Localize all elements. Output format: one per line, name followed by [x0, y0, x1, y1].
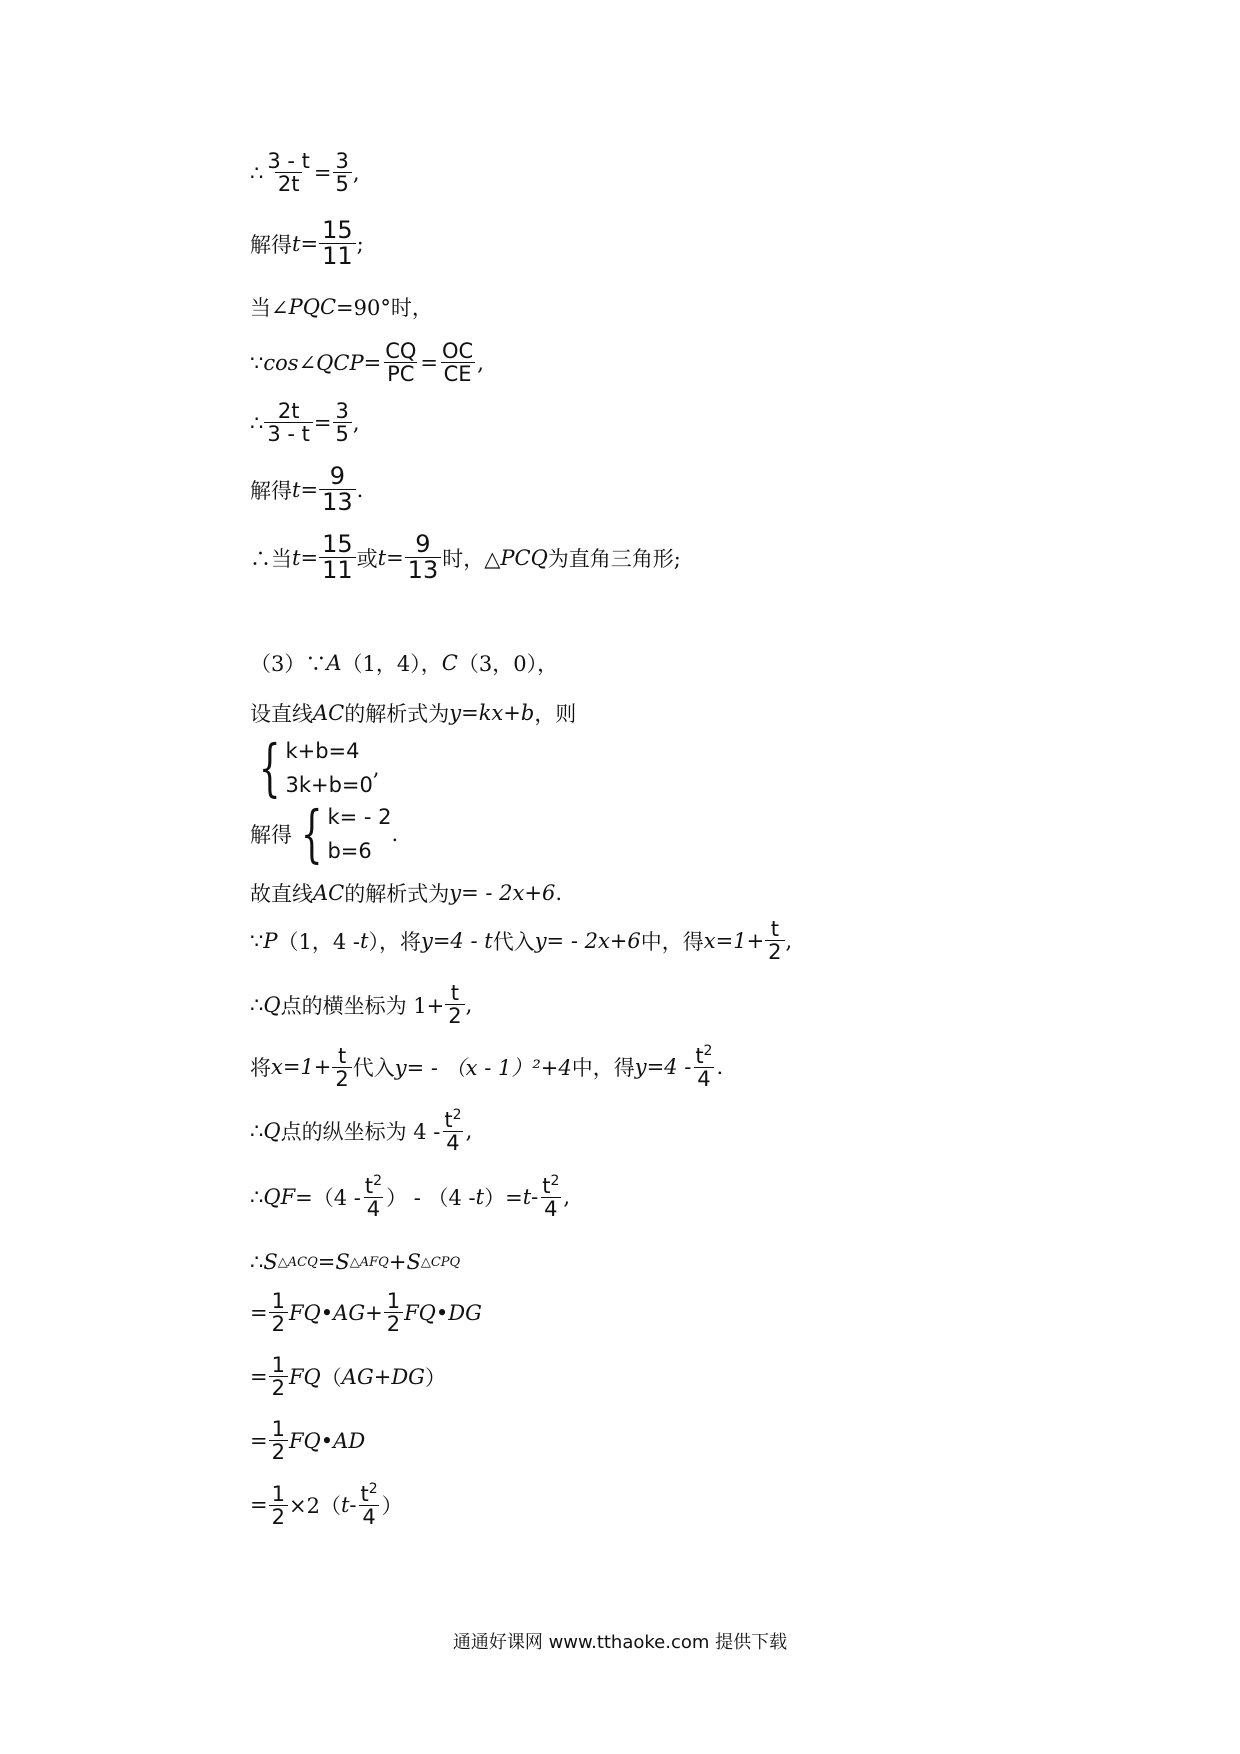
- fraction: $\frac{t}{2}$: [445, 982, 464, 1027]
- fraction: $\frac{1}{2}$: [269, 1290, 288, 1335]
- line-14: ∴ Q 点的横坐标为 1+ $\frac{t}{2}$ ,: [250, 981, 473, 1029]
- fraction: $t^2$ 4: [360, 1481, 378, 1530]
- fraction: $\frac{3}{5}$: [333, 400, 352, 445]
- line-4: ∵ cos ∠QCP = $\frac{CQ}{PC}$ = $\frac{OC}{CE}$ ,: [250, 339, 484, 387]
- line-3: 当∠ PQC =90°时，: [250, 295, 433, 320]
- fraction: $t^2$ 4: [542, 1173, 560, 1222]
- brace-icon: {: [300, 797, 323, 870]
- line-21: = $\frac{1}{2}$ FQ•AD: [250, 1417, 366, 1465]
- fraction: $\frac{3 - t}{2t}$: [267, 149, 310, 197]
- fraction: $t^2$ 4: [444, 1107, 462, 1156]
- fraction: $\frac{2t}{3 - t}$: [264, 400, 313, 445]
- line-16: ∴ Q 点的纵坐标为 4 - $t^2$ 4 ,: [250, 1107, 473, 1156]
- line-6: 解得 t = $\frac{9}{13}$ .: [250, 462, 364, 517]
- line-20: = $\frac{1}{2}$ FQ （ AG+DG ）: [250, 1353, 446, 1401]
- line-7: ∴当 t = $\frac{15}{11}$ 或 t = $\frac{9}{13}$ 时，△ PCQ 为直角三角形;: [250, 530, 681, 585]
- equation-system: { k+b=4 3k+b=0 ,: [258, 731, 380, 804]
- therefore-symbol: ∴: [250, 160, 264, 185]
- fraction: $\frac{3}{5}$: [333, 150, 352, 195]
- fraction: $\frac{1}{2}$: [269, 1354, 288, 1399]
- fraction: $\frac{15}{11}$: [319, 532, 356, 583]
- line-1: ∴ $\frac{3 - t}{2t}$ = $\frac{3}{5}$ ,: [250, 149, 360, 197]
- fraction: $\frac{9}{13}$: [405, 532, 442, 583]
- line-17: ∴ QF =（4 - $t^2$ 4 ） - （4 - t ）= t - $t^2$ 4 ,: [250, 1173, 571, 1222]
- line-2: 解得 t = $\frac{15}{11}$ ;: [250, 216, 364, 271]
- fraction: $t^2$ 4: [695, 1043, 713, 1092]
- brace-icon: {: [258, 731, 281, 804]
- line-9: 设直线 AC 的解析式为 y=kx+b ，则: [250, 701, 577, 726]
- line-13: ∵ P （1，4 - t ），将 y=4 - t 代入 y= - 2x+6 中，得 x=1+ $\frac{t}{2}$ ,: [250, 917, 793, 965]
- fraction: $\frac{CQ}{PC}$: [385, 339, 417, 387]
- footer-text: 通通好课网 www.tthaoke.com 提供下载: [452, 1632, 788, 1653]
- fraction: $t^2$ 4: [364, 1173, 383, 1222]
- fraction: $\frac{15}{11}$: [319, 218, 356, 269]
- line-22: = $\frac{1}{2}$ ×2（ t - $t^2$ 4 ）: [250, 1481, 403, 1530]
- fraction: $\frac{t}{2}$: [765, 918, 784, 963]
- line-8: （3）∵ A （1，4）， C （3，0），: [250, 651, 559, 676]
- line-12: 故直线 AC 的解析式为 y= - 2x+6 .: [250, 881, 562, 906]
- line-18: ∴ S △ACQ = S △AFQ + S △CPQ: [250, 1250, 461, 1274]
- line-19: = $\frac{1}{2}$ FQ•AG+ $\frac{1}{2}$ FQ•DG: [250, 1289, 482, 1337]
- fraction: $\frac{1}{2}$: [269, 1418, 288, 1463]
- fraction: $\frac{1}{2}$: [269, 1483, 288, 1528]
- fraction: $\frac{t}{2}$: [332, 1045, 351, 1090]
- fraction: $\frac{OC}{CE}$: [442, 339, 474, 387]
- line-5: ∴ $\frac{2t}{3 - t}$ = $\frac{3}{5}$ ,: [250, 399, 360, 447]
- line-15: 将 x=1+ $\frac{t}{2}$ 代入 y= - （x - 1）²+4 中，得 y=4 - $t^2$ 4 .: [250, 1043, 724, 1092]
- fraction: $\frac{9}{13}$: [319, 464, 356, 515]
- fraction: $\frac{1}{2}$: [384, 1290, 403, 1335]
- solution-system: 解得 { k= - 2 b=6 .: [250, 797, 399, 870]
